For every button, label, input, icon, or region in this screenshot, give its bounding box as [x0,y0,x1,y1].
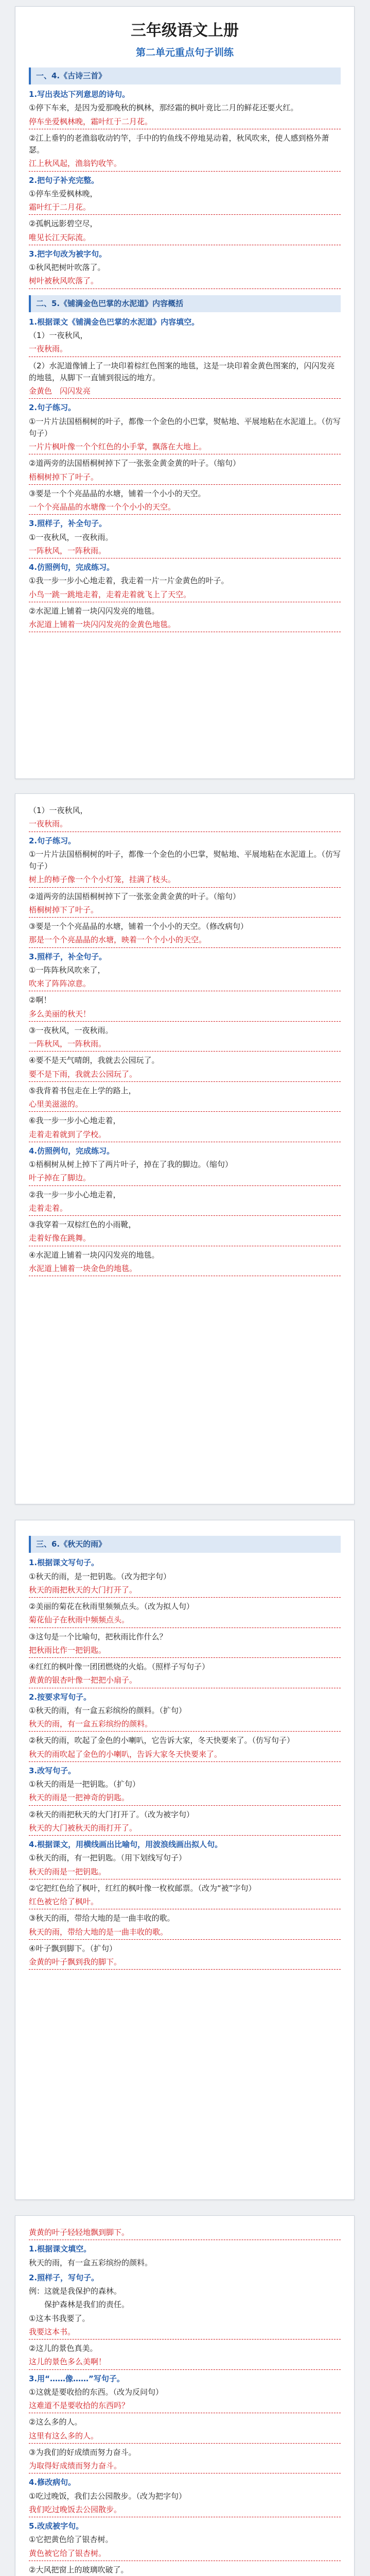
answer-line: 树叶被秋风吹落了。 [29,275,341,289]
answer-line: 一阵秋风，一阵秋雨。 [29,545,341,558]
answer-line: 这难道不是要收拾的东西吗？ [29,2400,341,2413]
exercise-line: ③要是一个个亮晶晶的水塘，铺着一个小小的天空。 [29,488,206,498]
exercise-line: ②它把红色给了枫叶，红红的枫叶像一枚枚邮票。（改为“被”字句） [29,1883,256,1893]
answer-line: 要不是下雨，我就去公园玩了。 [29,1069,341,1082]
question-prompt: 2.照样子，写句子。 [29,2273,99,2282]
question-prompt: 4.仿照例句，完成练习。 [29,563,115,572]
question-prompt: 1.根据课文《铺满金色巴掌的水泥道》内容填空。 [29,317,200,327]
question-prompt: 4.仿照例句，完成练习。 [29,1146,115,1156]
question-prompt: 2.句子练习。 [29,403,76,413]
answer-line: 金黄色 闪闪发亮 [29,385,341,399]
answer-line: 江上秋风起，渔翁钓收竿。 [29,158,341,171]
exercise-line: （2）水泥道像铺上了一块印着棕红色图案的地毯，这是一块印着金黄色图案的，闪闪发亮的地毯，从脚下一直铺到很远的地方。 [29,361,335,382]
answer-line: 我要这本书。 [29,2326,341,2340]
question-prompt: 4.根据课文，用横线画出比喻句，用波浪线画出拟人句。 [29,1840,223,1849]
question-prompt: 5.改成被字句。 [29,2521,84,2531]
exercise-line: ①它把黄色给了银杏树。 [29,2535,113,2545]
exercise-line: ①一片片法国梧桐树的叶子，都像一个金色的小巴掌，熨帖地、平展地粘在水泥道上。（仿写句子） [29,416,341,438]
question-prompt: 1.根据课文填空。 [29,2244,92,2254]
exercise-line: ①我一步一步小心地走着，我走着一片一片金黄色的叶子。 [29,576,229,586]
exercise-line: ⑥我一步一步小心地走着， [29,1116,121,1126]
answer-line: 这里有这么多的人。 [29,2430,341,2444]
answer-line: 一阵秋风，一阵秋雨。 [29,1038,341,1052]
exercise-line: ①这就是要收拾的东西。（改为反问句） [29,2387,163,2397]
exercise-line: ①秋风把树叶吹落了。 [29,263,105,273]
answer-line: 那是一个个亮晶晶的水塘，映着一个个小小的天空。 [29,934,341,947]
answer-line: 秋天的雨是一把钥匙。 [29,1866,341,1879]
question-prompt: 1.根据课文写句子。 [29,1558,99,1568]
answer-line: 我们吃过晚饭去公园散步。 [29,2504,341,2517]
question-prompt: 3.用“……像……”写句子。 [29,2374,125,2383]
exercise-line: ③为我们的好成绩而努力奋斗。 [29,2447,136,2457]
worksheet-card [15,6,355,779]
answer-line: 黄色被它给了银杏树。 [29,2548,341,2561]
answer-line: 水泥道上铺着一块金色的地毯。 [29,1263,341,1276]
answer-line: 秋天的雨吹起了金色的小喇叭，告诉大家冬天快要来了。 [29,1749,341,1762]
exercise-line: ①一片片法国梧桐树的叶子，都像一个金色的小巴掌，熨帖地、平展地粘在水泥道上。（仿写句子） [29,849,341,871]
answer-line: 红色被它给了枫叶。 [29,1896,341,1909]
answer-line: 树上的柿子像一个个小灯笼，挂满了枝头。 [29,874,341,887]
page-subtitle: 第二单元重点句子训练 [135,46,234,58]
exercise-line: ②水泥道上铺着一块闪闪发亮的地毯。 [29,606,160,616]
answer-line: 一夜秋雨。 [29,818,341,832]
answer-line: 走着走着就到了学校。 [29,1129,341,1142]
question-prompt: 1.写出表达下列意思的诗句。 [29,90,130,99]
exercise-line: ①一阵阵秋风吹来了， [29,965,105,975]
exercise-line: ①吃过晚饭，我们去公园散步。（改为把字句） [29,2491,186,2501]
answer-line: 唯见长江天际流。 [29,232,341,245]
worksheet-card [15,2215,355,2576]
question-prompt: 2.把句子补充完整。 [29,175,99,185]
answer-line: 一个个亮晶晶的水塘像一个个小小的天空。 [29,501,341,515]
answer-line: 多么美丽的秋天！ [29,1008,341,1022]
exercise-line: 秋天的雨，有一盒五彩缤纷的颜料。 [29,2258,153,2267]
exercise-line: ⑤我背着书包走在上学的路上， [29,1086,136,1095]
answer-line: 一夜秋雨。 [29,343,341,357]
answer-line: 走着走着。 [29,1202,341,1216]
section-header: 一、4.《古诗三首》 [29,67,341,84]
question-prompt: 3.照样子，补全句子。 [29,519,107,529]
exercise-line: ②秋天的雨把秋天的大门打开了。（改为被字句） [29,1809,194,1819]
exercise-line: ②啊！ [29,995,51,1005]
answer-line: 秋天的雨把秋天的大门打开了。 [29,1584,341,1598]
page-title: 三年级语文上册 [131,22,239,40]
exercise-line: ③这句是一个比喻句，把秋雨比作什么？ [29,1632,167,1641]
question-prompt: 2.句子练习。 [29,836,76,845]
exercise-line: ②道两旁的法国梧桐树掉下了一张张金黄金黄的叶子。（缩句） [29,891,240,901]
answer-line: 梧桐树掉下了叶子。 [29,471,341,485]
exercise-line: ④要不是天气晴朗，我就去公园玩了。 [29,1056,160,1065]
exercise-line: ①秋天的雨，有一盒五彩缤纷的颜料。（扩句） [29,1705,186,1715]
question-prompt: 3.照样子，补全句子。 [29,952,107,961]
exercise-line: ②我一步一步小心地走着， [29,1190,121,1199]
answer-line: 黄黄的银杏叶像一把把小扇子。 [29,1674,341,1688]
answer-line: 停车坐爱枫林晚，霜叶红于二月花。 [29,116,341,129]
exercise-line: ②这么多的人。 [29,2417,82,2427]
exercise-line: ②江上垂钓的老渔翁收动钓竿，手中的钓鱼线不停地晃动着，秋风吹来，使人感到格外萧瑟。 [29,133,329,155]
answer-line: 为取得好成绩而努力奋斗。 [29,2460,341,2473]
question-prompt: 2.按要求写句子。 [29,1692,92,1702]
exercise-line: ②美丽的菊花在秋雨里频频点头。（改为拟人句） [29,1602,194,1611]
exercise-line: ①秋天的雨是一把钥匙。（扩句） [29,1780,140,1789]
answer-line: 小鸟一跳一跳地走着，走着走着就飞上了天空。 [29,589,341,602]
question-prompt: 3.改写句子。 [29,1766,76,1775]
section-header: 二、5.《铺满金色巴掌的水泥道》内容概括 [29,295,341,312]
section-header: 三、6.《秋天的雨》 [29,1536,341,1553]
exercise-line: ④水泥道上铺着一块闪闪发亮的地毯。 [29,1250,160,1260]
exercise-line: ③秋天的雨，带给大地的是一曲丰收的歌。 [29,1913,175,1923]
answer-line: 把秋雨比作一把钥匙。 [29,1645,341,1658]
exercise-line: ③一夜秋风，一夜秋雨。 [29,1025,113,1035]
exercise-line: ①这本书我要了。 [29,2313,90,2323]
exercise-line: ①秋天的雨，有一把钥匙。（用下划线写句子） [29,1853,186,1863]
exercise-line: ②大风把窗上的玻璃吹破了。 [29,2565,129,2574]
answer-line: 秋天的雨，带给大地的是一曲丰收的歌。 [29,1926,341,1940]
question-prompt: 3.把字句改为被字句。 [29,249,107,259]
answer-line: 黄黄的叶子轻轻地飘到脚下。 [29,2227,341,2240]
worksheet-card [15,1520,355,2200]
answer-line: 霜叶红于二月花。 [29,201,341,215]
exercise-line: ②这儿的景色真美。 [29,2344,98,2353]
answer-line: 这儿的景色多么美啊！ [29,2356,341,2369]
answer-line: 金黄的叶子飘到我的脚下。 [29,1956,341,1970]
exercise-line: ①停车坐爱枫林晚， [29,189,98,198]
exercise-line: （1）一夜秋风， [29,806,88,815]
answer-line: 一片片枫叶像一个个红色的小手掌，飘落在大地上。 [29,441,341,454]
exercise-line: ③要是一个个亮晶晶的水塘，铺着一个小小的天空。（修改病句） [29,922,248,931]
exercise-line: ③我穿着一双棕红色的小雨靴， [29,1220,136,1229]
exercise-line: ④红红的枫叶像一团团燃烧的火焰。（照样子写句子） [29,1662,209,1671]
answer-line: 吹来了阵阵凉意。 [29,978,341,991]
answer-line: 走着好像在跳舞。 [29,1232,341,1246]
answer-line: 叶子掉在了脚边。 [29,1172,341,1185]
exercise-line: ①一夜秋风，一夜秋雨。 [29,532,113,542]
answer-line: 秋天的雨是一把神奇的钥匙。 [29,1792,341,1805]
exercise-line: ④叶子飘到脚下。（扩句） [29,1943,117,1953]
exercise-line: ①停下车来，是因为爱那晚秋的枫林，那经霜的枫叶竟比二月的鲜花还要火红。 [29,103,298,113]
answer-line: 水泥道上铺着一块闪闪发亮的金黄色地毯。 [29,619,341,632]
exercise-line: ①秋天的雨，是一把钥匙。（改为把字句） [29,1571,171,1581]
worksheet-card [15,793,355,1504]
exercise-line: 保护森林是我们的责任。 [29,2300,130,2310]
question-prompt: 4.修改病句。 [29,2478,76,2487]
answer-line: 秋天的雨，有一盒五彩缤纷的颜料。 [29,1718,341,1732]
exercise-line: ②道两旁的法国梧桐树掉下了一张张金黄金黄的叶子。（缩句） [29,459,240,468]
exercise-line: ②秋天的雨，吹起了金色的小喇叭，它告诉大家，冬天快要来了。（仿写句子） [29,1736,294,1745]
answer-line: 菊花仙子在秋雨中频频点头。 [29,1614,341,1628]
exercise-line: （1）一夜秋风， [29,331,88,341]
exercise-line: ②孤帆远影碧空尽， [29,219,98,229]
exercise-line: ①梧桐树从树上掉下了两片叶子，掉在了我的脚边。（缩句） [29,1160,233,1169]
answer-line: 梧桐树掉下了叶子。 [29,904,341,918]
exercise-line: 例：这就是我保护的森林。 [29,2286,122,2296]
answer-line: 心里美滋滋的。 [29,1098,341,1112]
answer-line: 秋天的大门被秋天的雨打开了。 [29,1822,341,1836]
